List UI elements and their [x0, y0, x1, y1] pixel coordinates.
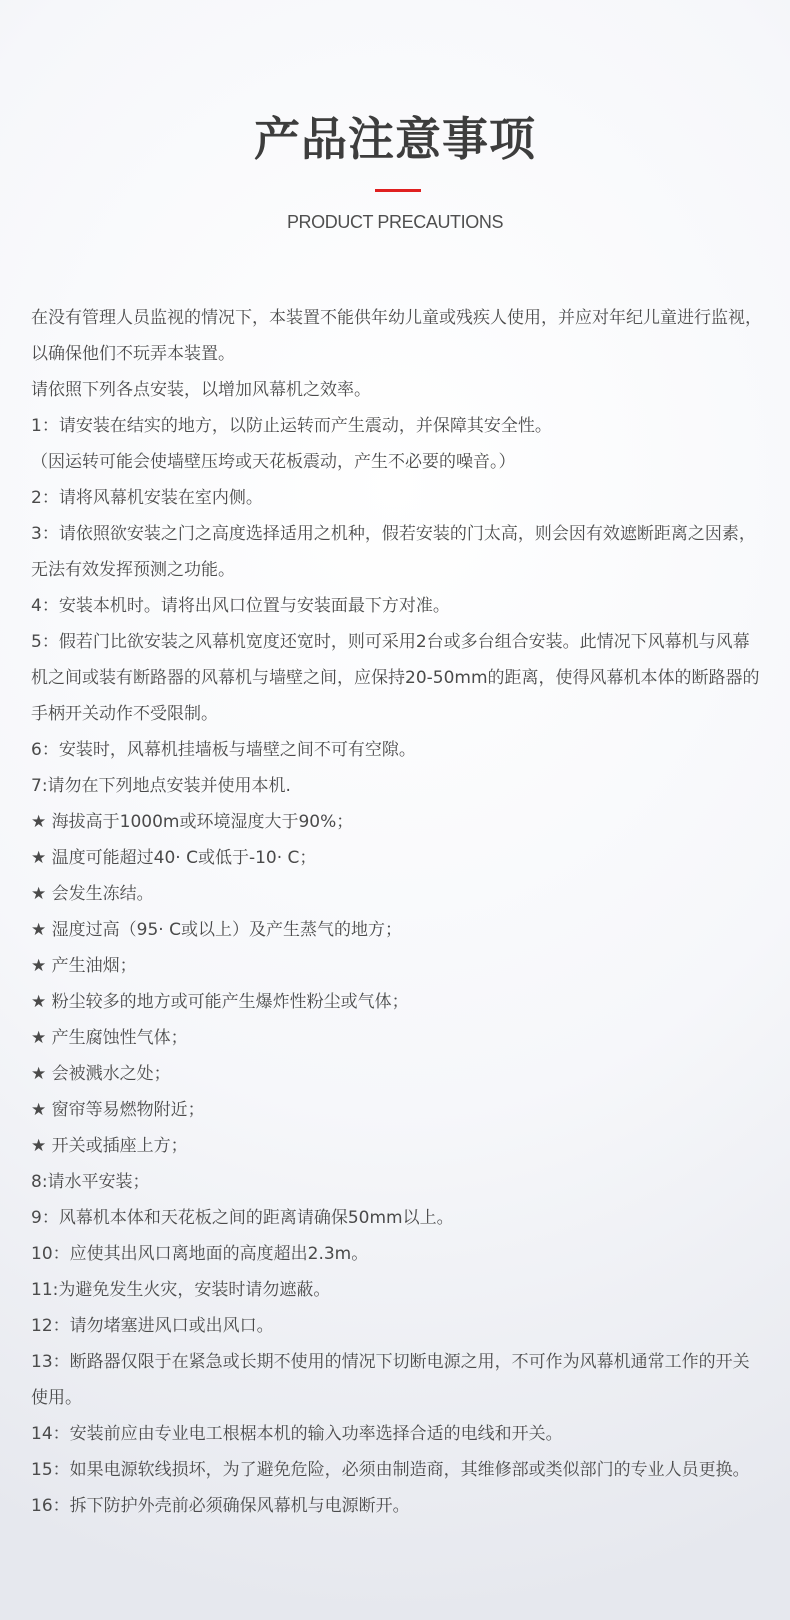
location-warning-item: ★ 产生油烟； — [31, 956, 137, 976]
precaution-item: 14：安装前应由专业电工根椐本机的输入功率选择合适的电线和开关。 — [31, 1424, 563, 1444]
precaution-item: 11:为避免发生火灾，安装时请勿遮蔽。 — [31, 1280, 331, 1300]
location-warning-item: ★ 湿度过高（95· C或以上）及产生蒸气的地方； — [31, 920, 402, 940]
precaution-item: 2：请将风幕机安装在室内侧。 — [31, 488, 263, 508]
location-warning-item: ★ 产生腐蚀性气体； — [31, 1028, 188, 1048]
precaution-item: 4：安装本机时。请将出风口位置与安装面最下方对准。 — [31, 596, 450, 616]
precaution-item: 12：请勿堵塞进风口或出风口。 — [31, 1316, 274, 1336]
location-warning-item: ★ 开关或插座上方； — [31, 1136, 188, 1156]
page-subtitle: PRODUCT PRECAUTIONS — [286, 212, 504, 232]
precaution-item: （因运转可能会使墙壁压垮或天花板震动，产生不必要的噪音。） — [31, 452, 516, 472]
precaution-item: 13：断路器仅限于在紧急或长期不使用的情况下切断电源之用，不可作为风幕机通常工作的开关使用。 — [31, 1352, 750, 1408]
location-warning-item: ★ 会发生冻结。 — [31, 884, 154, 904]
precaution-item: 5：假若门比欲安装之风幕机宽度还宽时，则可采用2台或多台组合安装。此情况下风幕机与风幕机之间或装有断路器的风幕机与墙壁之间，应保持20-50mm的距离，使得风幕机本体的断路器的手柄开关动作不受限制。 — [31, 632, 760, 724]
location-warning-item: ★ 海拔高于1000m或环境湿度大于90%； — [31, 812, 354, 832]
precaution-item: 16：拆下防护外壳前必须确保风幕机与电源断开。 — [31, 1496, 410, 1516]
location-warning-item: ★ 粉尘较多的地方或可能产生爆炸性粉尘或气体； — [31, 992, 409, 1012]
precaution-item: 1：请安装在结实的地方，以防止运转而产生震动，并保障其安全性。 — [31, 416, 552, 436]
precaution-item: 请依照下列各点安装，以增加风幕机之效率。 — [31, 380, 371, 400]
precaution-item: 6：安装时，风幕机挂墙板与墙壁之间不可有空隙。 — [31, 740, 416, 760]
precaution-item: 在没有管理人员监视的情况下，本装置不能供年幼儿童或残疾人使用，并应对年纪儿童进行监视，以确保他们不玩弄本装置。 — [31, 308, 762, 364]
precaution-item: 3：请依照欲安装之门之高度选择适用之机种，假若安装的门太高，则会因有效遮断距离之因素，无法有效发挥预测之功能。 — [31, 524, 756, 580]
precaution-item: 15：如果电源软线损坏，为了避免危险，必须由制造商，其维修部或类似部门的专业人员更换。 — [31, 1460, 750, 1480]
precaution-item: 10：应使其出风口离地面的高度超出2.3m。 — [31, 1244, 369, 1264]
precautions-content — [31, 300, 766, 1524]
precaution-item: 7:请勿在下列地点安装并使用本机. — [31, 776, 291, 796]
location-warning-item: ★ 窗帘等易燃物附近； — [31, 1100, 205, 1120]
location-warning-item: ★ 会被溅水之处； — [31, 1064, 171, 1084]
precaution-item: 9：风幕机本体和天花板之间的距离请确保50mm以上。 — [31, 1208, 454, 1228]
location-warning-item: ★ 温度可能超过40· C或低于-10· C； — [31, 848, 317, 868]
title-divider — [375, 189, 421, 192]
precaution-item: 8:请水平安装； — [31, 1172, 150, 1192]
page-title: 产品注意事项 — [254, 112, 536, 166]
